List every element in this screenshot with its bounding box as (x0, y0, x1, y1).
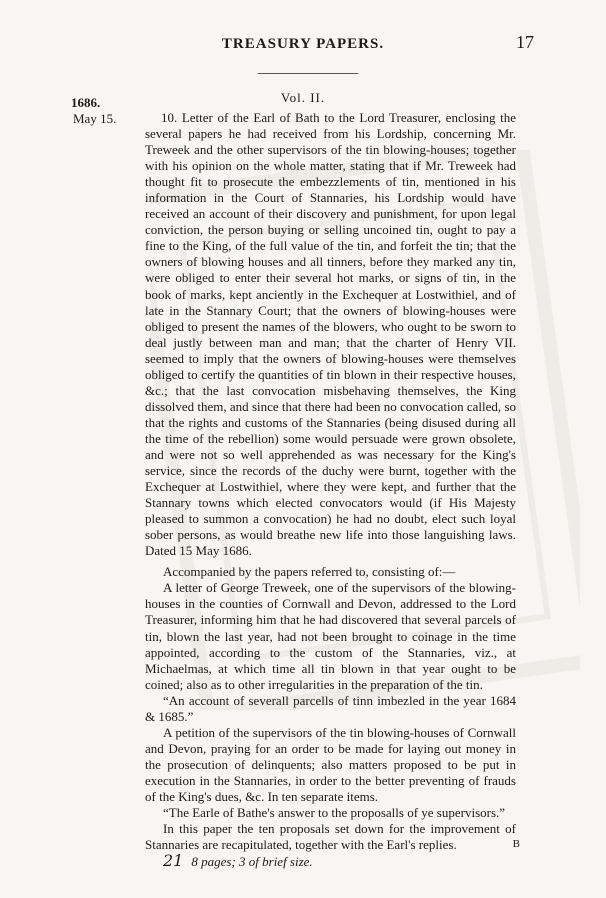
header-rule (258, 73, 358, 74)
margin-year: 1686. (71, 95, 101, 110)
note-text: 8 pages; 3 of brief size. (191, 854, 313, 870)
paragraph: “An account of severall parcells of tinn imbezled in the year 1684 & 1685.” (145, 692, 516, 724)
margin-date: May 15. (73, 111, 117, 126)
paragraph: A letter of George Treweek, one of the supervisors of the blowing-houses in the counties of Cornwall and Devon, addressed to the Lord Treasurer, informing him that he had discovered that several parcels of tin, blown the last year, had not been brought to coinage in the time appointed, according to the custom of the Stannaries, viz., at Michaelmas, at which time all tin blown in that year ought to be coined; also as to other irregularities in the preparation of the tin. (145, 580, 516, 692)
paragraph: Accompanied by the papers referred to, consisting of:— (163, 564, 456, 580)
handwritten-mark: 21 (163, 851, 184, 871)
page-count-note (145, 853, 516, 870)
paragraph: In this paper the ten proposals set down for the improvement of Stannaries are recapitulated, together with the Earl's replies. (145, 821, 516, 853)
body-text (145, 110, 516, 870)
volume-heading: Vol. II. (280, 90, 326, 105)
paragraph: “The Earle of Bathe's answer to the proposalls of ye supervisors.” (163, 805, 506, 821)
signature-mark: B (512, 838, 520, 850)
running-header-title: TREASURY PAPERS. (221, 36, 385, 52)
paragraph: A petition of the supervisors of the tin blowing-houses of Cornwall and Devon, praying for an order to be made for laying out money in the prosecution of delinquents; also matters proposed to be put in execution in the Stannaries, in order to the better preventing of frauds of the King's dues, &c. In ten separate items. (145, 724, 516, 804)
page-number: 17 (516, 32, 534, 52)
entry-paragraph: 10. Letter of the Earl of Bath to the Lord Treasurer, enclosing the several papers he had received from his Lordship, concerning Mr. Treweek and the other supervisors of the tin blowing-houses; together with his opinion on the whole matter, stating that if Mr. Treweek had thought fit to prosecute the embezzlements of tin, mentioned in his information in the Court of Stannaries, his Lordship would have received an account of their discovery and punishment, for upon legal conviction, the person buying or selling uncoined tin, ought to pay a fine to the King, of the full value of the tin, and forfeit the tin; that the owners of blowing houses and all tinners, before they marked any tin, were obliged to enter their several hot marks, or signs of tin, in the book of marks, kept anciently in the Exchequer at Lostwithiel, and of late in the Stannary Court; that the owners of blowing-houses were obliged to present the names of the blowers, who ought to be sworn to deal justly between man and man; that the charter of Henry VII. seemed to imply that the owners of blowing-houses were themselves obliged to certify the quantities of tin blown in their respective houses, &c.; that the last convocation misbehaving themselves, the King dissolved them, and since that there had been no convocation called, so that the rights and customs of the Stannaries (being disused during all the time of the rebellion) some would persuade were grown obsolete, and were not so well apprehended as was necessary for the King's service, since the records of the duchy were burnt, together with the Exchequer at Lostwithiel, where they were kept, and further that the Stannary towns which elected convocators would (if His Majesty pleased to summon a convocation) he had no doubt, elect such loyal sober persons, as would breathe new life into those languishing laws. Dated 15 May 1686. (145, 110, 516, 559)
